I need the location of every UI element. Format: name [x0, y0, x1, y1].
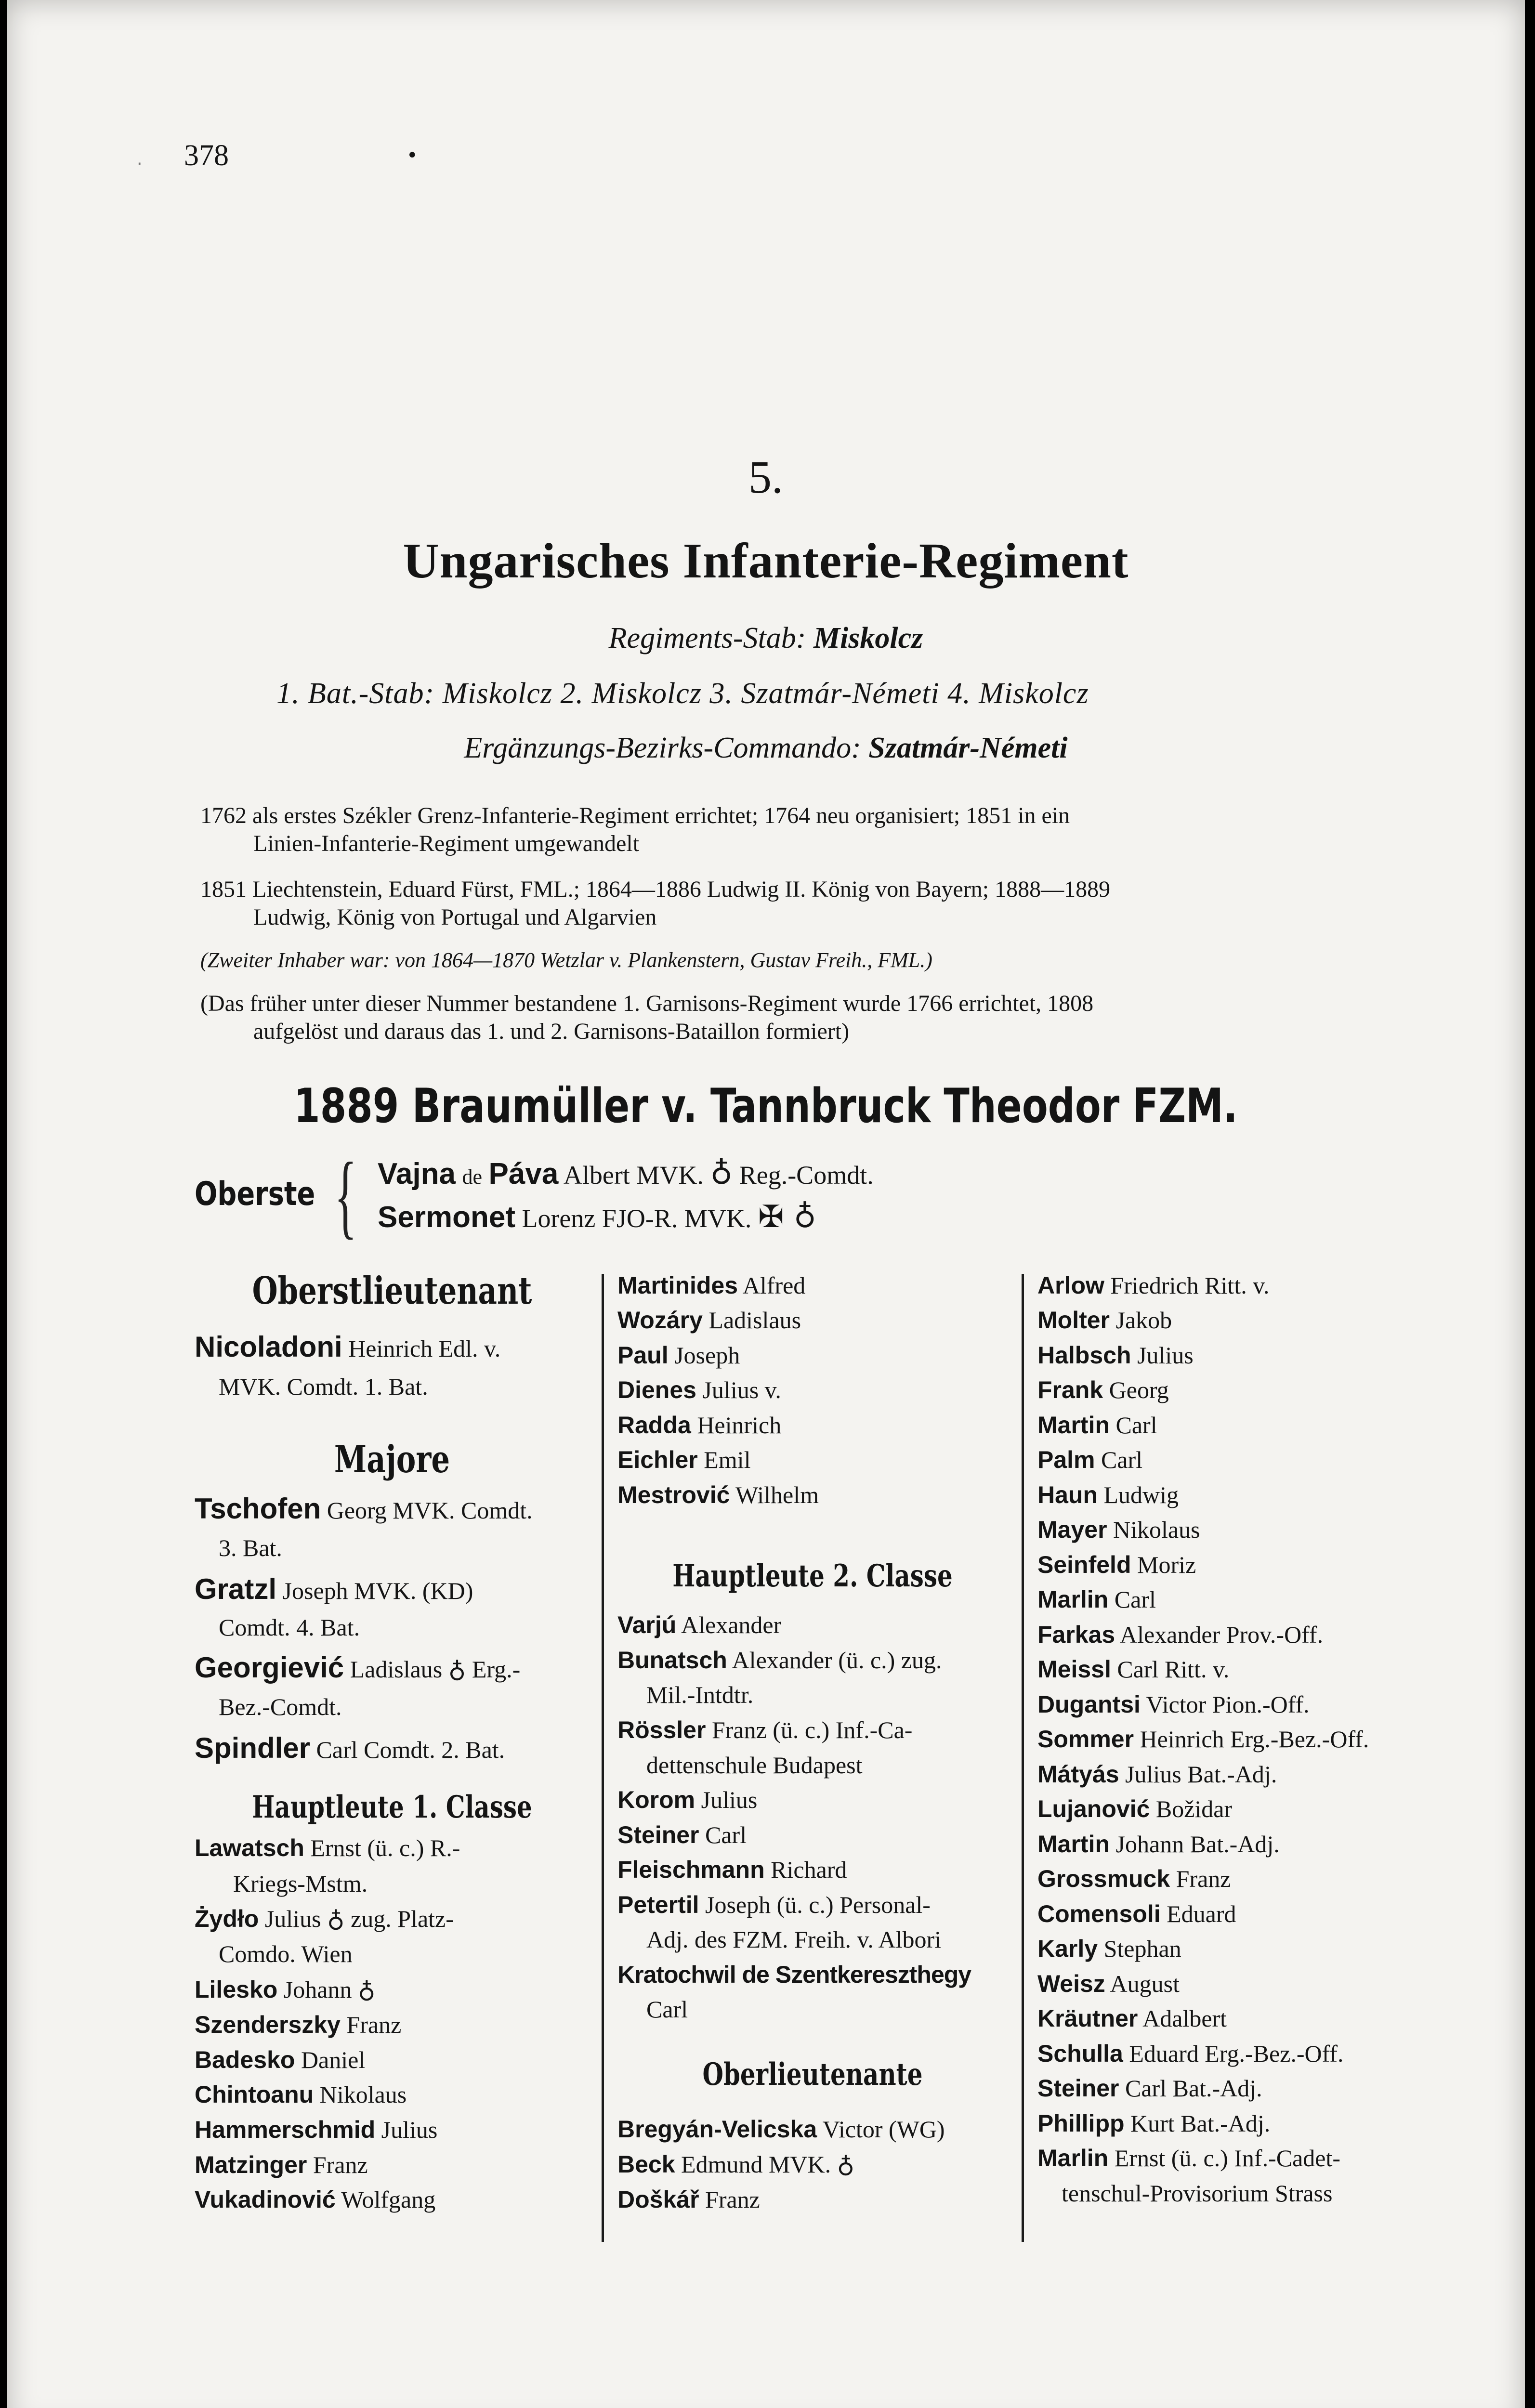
- officer-surname: Dienes: [617, 1376, 696, 1403]
- officer-entry: [1037, 2074, 1262, 2102]
- officer-entry: [1037, 1551, 1196, 1579]
- oberstlieutenant-heading: Oberstlieutenant: [252, 1269, 532, 1313]
- officer-details: Ernst (ü. c.) R.-: [310, 1834, 460, 1861]
- officer-entry: [617, 1961, 971, 1989]
- history-paragraph: [200, 802, 1070, 858]
- column-rule: [602, 1274, 604, 2242]
- officer-details: Carl: [1115, 1412, 1157, 1439]
- officer-surname: Radda: [617, 1412, 691, 1439]
- officer-details: Emil: [704, 1446, 751, 1473]
- officer-surname: Fleischmann: [617, 1856, 765, 1883]
- speck-mark: •: [407, 144, 418, 167]
- officer-details: Božidar: [1155, 1795, 1233, 1822]
- officer-entry: [1037, 1935, 1181, 1963]
- officer-entry-cont: Adj. des FZM. Freih. v. Albori: [646, 1926, 942, 1953]
- officer-surname: Lawatsch: [195, 1834, 304, 1861]
- officer-surname: Phillipp: [1037, 2110, 1125, 2137]
- officer-surname: Karly: [1037, 1935, 1098, 1962]
- officer-surname: Lilesko: [195, 1976, 278, 2003]
- officer-surname: Martinides: [617, 1272, 738, 1299]
- officer-surname: Martin: [1037, 1412, 1110, 1439]
- officer-details: Moriz: [1137, 1551, 1196, 1578]
- history-line: (Zweiter Inhaber war: von 1864—1870 Wetzlar v. Plankenstern, Gustav Freih., FML.): [200, 948, 932, 972]
- officer-entry: [617, 1376, 781, 1404]
- history-line: 1762 als erstes Székler Grenz-Infanterie-Regiment errichtet; 1764 neu organisiert; 1851 in ein: [200, 803, 1070, 828]
- officer-entry: [1037, 2040, 1344, 2068]
- officer-details: Nikolaus: [319, 2081, 407, 2108]
- officer-surname: Nicoladoni: [195, 1331, 342, 1363]
- officer-surname: Hammerschmid: [195, 2116, 376, 2143]
- officer-details: Franz: [705, 2186, 760, 2213]
- officer-details: Franz: [346, 2011, 402, 2038]
- staff-label: Regiments-Stab:: [608, 622, 806, 654]
- officer-entry: [195, 2011, 401, 2039]
- officer-entry: [195, 2046, 365, 2074]
- officer-entry: [1037, 1621, 1323, 1649]
- officer-entry: [617, 2186, 760, 2213]
- officer-details: Heinrich Erg.-Bez.-Off.: [1140, 1726, 1369, 1753]
- officer-entry: [617, 1821, 747, 1849]
- officer-surname: Marlin: [1037, 1586, 1109, 1613]
- officer-details: Carl Comdt. 2. Bat.: [316, 1736, 505, 1763]
- oberst-row: [378, 1199, 816, 1235]
- officer-details: Nikolaus: [1113, 1516, 1200, 1543]
- officer-details: Friedrich Ritt. v.: [1110, 1272, 1270, 1299]
- officer-details: Franz: [313, 2151, 368, 2178]
- officer-entry: [195, 1905, 454, 1933]
- officer-surname: Martin: [1037, 1831, 1110, 1858]
- officer-details: Heinrich Edl. v.: [348, 1335, 501, 1362]
- officer-entry-cont: MVK. Comdt. 1. Bat.: [219, 1373, 428, 1400]
- column-rule: [1022, 1274, 1024, 2242]
- officer-surname: Kräutner: [1037, 2005, 1138, 2032]
- hauptleute-2-heading: Hauptleute 2. Classe: [672, 1558, 953, 1594]
- officer-surname: Kratochwil de Szentkereszthegy: [617, 1961, 971, 1988]
- officer-entry: [195, 1834, 460, 1862]
- officer-entry: [1037, 1830, 1280, 1858]
- officer-entry: [1037, 1900, 1236, 1928]
- officer-details: Wilhelm: [735, 1481, 819, 1508]
- officer-surname: Molter: [1037, 1307, 1110, 1334]
- officer-details: Johann ♁: [283, 1976, 376, 2003]
- regiment-staff: [7, 621, 1525, 655]
- oberst-row: [378, 1156, 874, 1191]
- officer-details: Eduard Erg.-Bez.-Off.: [1129, 2040, 1344, 2067]
- officer-details: Carl: [1114, 1586, 1156, 1613]
- officer-surname: Steiner: [1037, 2075, 1119, 2102]
- officer-entry: [617, 1611, 781, 1639]
- officer-entry: [617, 2150, 854, 2178]
- oberst-particle: de: [462, 1165, 483, 1189]
- officer-details: Heinrich: [697, 1412, 782, 1439]
- officer-details: Joseph MVK. (KD): [282, 1577, 473, 1604]
- officer-details: Adalbert: [1142, 2005, 1227, 2032]
- officer-surname: Georgiević: [195, 1651, 344, 1684]
- officer-entry: [617, 1786, 757, 1814]
- majore-heading: Majore: [334, 1438, 450, 1481]
- officer-entry: [1037, 1655, 1229, 1683]
- officer-details: Joseph: [674, 1342, 740, 1369]
- garrison-note: [200, 990, 1093, 1046]
- officer-surname: Beck: [617, 2151, 675, 2178]
- officer-surname: Sommer: [1037, 1726, 1134, 1753]
- officer-surname: Gratzl: [195, 1573, 277, 1605]
- officer-entry-cont: Kriegs-Mstm.: [233, 1870, 368, 1897]
- oberlieutenante-heading: Oberlieutenante: [702, 2056, 923, 2093]
- officer-surname: Żydło: [195, 1905, 259, 1932]
- officer-entry: [1037, 1481, 1179, 1509]
- officer-entry: [1037, 1341, 1194, 1369]
- officer-entry: [195, 1492, 533, 1525]
- officer-entry: [617, 1716, 912, 1744]
- officer-surname: Mayer: [1037, 1516, 1107, 1543]
- officer-entry: [195, 1572, 473, 1606]
- officer-details: Ludwig: [1103, 1481, 1179, 1508]
- officer-surname: Paul: [617, 1342, 669, 1369]
- officer-details: Victor (WG): [822, 2116, 945, 2143]
- officer-details: Ladislaus ♁ Erg.-: [350, 1656, 521, 1683]
- officer-entry: [195, 1330, 500, 1363]
- officer-entry: [1037, 1271, 1269, 1299]
- officer-surname: Wozáry: [617, 1307, 703, 1334]
- officer-details: Julius ♁ zug. Platz-: [264, 1905, 454, 1932]
- officer-details: Ernst (ü. c.) Inf.-Cadet-: [1114, 2145, 1341, 2172]
- officer-entry: [195, 2186, 435, 2213]
- officer-details: Carl: [1101, 1446, 1143, 1473]
- officer-details: Ladislaus: [708, 1307, 801, 1334]
- officer-details: Julius: [381, 2116, 438, 2143]
- officer-details: Alexander: [681, 1611, 782, 1638]
- officer-surname: Halbsch: [1037, 1342, 1131, 1369]
- officer-surname: Schulla: [1037, 2040, 1123, 2067]
- officer-details: Stephan: [1103, 1935, 1181, 1962]
- oberst-role: Reg.-Comdt.: [739, 1161, 874, 1190]
- officer-entry-cont: Comdt. 4. Bat.: [219, 1614, 360, 1641]
- officer-surname: Mestrović: [617, 1481, 730, 1508]
- officer-surname: Grossmuck: [1037, 1865, 1170, 1892]
- officer-details: Eduard: [1167, 1900, 1236, 1927]
- recruiting-command: [7, 731, 1525, 765]
- officer-entry: [617, 1306, 801, 1334]
- officer-details: Jakob: [1115, 1307, 1172, 1334]
- officer-surname: Bunatsch: [617, 1647, 727, 1674]
- officer-surname: Matzinger: [195, 2151, 307, 2178]
- officer-surname: Doškář: [617, 2186, 699, 2213]
- officer-entry: [195, 2151, 368, 2179]
- officer-surname: Eichler: [617, 1446, 698, 1473]
- staff-location: Miskolcz: [813, 622, 923, 654]
- brace: {: [334, 1143, 357, 1248]
- officer-entry: [1037, 1760, 1277, 1788]
- officer-details: Daniel: [301, 2046, 366, 2073]
- officer-entry: [617, 1891, 931, 1919]
- officer-details: Alexander (ü. c.) zug.: [732, 1647, 942, 1674]
- book-page: [7, 0, 1525, 2408]
- owners-paragraph: [200, 876, 1110, 931]
- officer-details: Alexander Prov.-Off.: [1119, 1621, 1324, 1648]
- officer-surname: Weisz: [1037, 1970, 1105, 1997]
- officer-details: Carl Bat.-Adj.: [1125, 2075, 1262, 2102]
- officer-details: Wolfgang: [341, 2186, 436, 2213]
- officer-entry: [1037, 1865, 1231, 1893]
- officer-details: Carl: [705, 1821, 747, 1848]
- officer-entry: [1037, 1376, 1169, 1404]
- officer-entry-cont: Comdo. Wien: [219, 1940, 353, 1967]
- officer-details: Julius: [1137, 1342, 1194, 1369]
- officer-entry: [1037, 1970, 1180, 1998]
- officer-details: Kurt Bat.-Adj.: [1130, 2110, 1271, 2137]
- officer-surname: Rössler: [617, 1716, 706, 1743]
- section-number: 5.: [748, 451, 783, 503]
- officer-entry: [617, 1481, 819, 1509]
- officer-entry: [1037, 1446, 1142, 1474]
- officer-surname: Lujanović: [1037, 1795, 1150, 1822]
- officer-surname: Varjú: [617, 1611, 677, 1638]
- officer-details: Victor Pion.-Off.: [1146, 1691, 1310, 1718]
- order-decoration-icon: ♁: [710, 1156, 733, 1191]
- officer-entry: [195, 1976, 376, 2003]
- officer-details: Carl Ritt. v.: [1117, 1656, 1230, 1683]
- oberste-label: Oberste: [195, 1175, 315, 1213]
- officer-surname: Steiner: [617, 1821, 699, 1848]
- current-owner: 1889 Braumüller v. Tannbruck Theodor FZM.: [294, 1079, 1238, 1134]
- hauptleute-1-heading: Hauptleute 1. Classe: [252, 1789, 532, 1825]
- officer-details: Edmund MVK. ♁: [681, 2151, 855, 2178]
- officer-surname: Palm: [1037, 1446, 1095, 1473]
- officer-entry: [617, 2115, 945, 2143]
- page-number: 378: [184, 139, 229, 172]
- officer-entry: [1037, 1795, 1232, 1823]
- officer-details: Julius: [701, 1786, 758, 1813]
- oberst-surname: Sermonet: [378, 1201, 515, 1234]
- officer-surname: Frank: [1037, 1376, 1103, 1403]
- officer-surname: Petertil: [617, 1891, 699, 1918]
- officer-details: Julius Bat.-Adj.: [1125, 1761, 1277, 1788]
- officer-entry: [195, 2081, 407, 2108]
- officer-entry: [617, 1341, 740, 1369]
- officer-entry-cont: Bez.-Comdt.: [219, 1693, 342, 1720]
- officer-entry: [617, 1411, 781, 1439]
- officer-entry-cont: Mil.-Intdtr.: [646, 1681, 754, 1708]
- history-line: aufgelöst und daraus das 1. und 2. Garnisons-Bataillon formiert): [253, 1019, 850, 1044]
- officer-surname: Arlow: [1037, 1272, 1104, 1299]
- officer-entry: [617, 1646, 942, 1674]
- officer-details: Georg: [1109, 1376, 1169, 1403]
- officer-surname: Marlin: [1037, 2145, 1109, 2172]
- recruiting-location: Szatmár-Németi: [868, 732, 1068, 764]
- officer-details: Georg MVK. Comdt.: [327, 1497, 533, 1524]
- oberst-details: Lorenz FJO-R. MVK.: [522, 1204, 752, 1233]
- second-owner-note: [200, 946, 932, 974]
- officer-details: Julius v.: [702, 1376, 781, 1403]
- officer-entry: [617, 1446, 750, 1474]
- oberst-surname: Vajna: [378, 1157, 456, 1191]
- officer-entry: [1037, 1411, 1157, 1439]
- officer-details: Alfred: [742, 1272, 806, 1299]
- history-line: Linien-Infanterie-Regiment umgewandelt: [253, 831, 640, 856]
- officer-surname: Vukadinović: [195, 2186, 336, 2213]
- officer-surname: Bregyán-Velicska: [617, 2116, 817, 2143]
- officer-surname: Farkas: [1037, 1621, 1115, 1648]
- officer-entry: [195, 1651, 520, 1684]
- officer-entry: [1037, 1725, 1369, 1753]
- officer-entry-cont: dettenschule Budapest: [646, 1752, 863, 1779]
- officer-surname: Meissl: [1037, 1656, 1111, 1683]
- officer-details: Franz: [1176, 1865, 1231, 1892]
- officer-details: Johann Bat.-Adj.: [1115, 1831, 1280, 1858]
- officer-entry-cont: 3. Bat.: [219, 1534, 282, 1561]
- battalion-staffs: 1. Bat.-Stab: Miskolcz 2. Miskolcz 3. Szatmár-Németi 4. Miskolcz: [276, 677, 1089, 710]
- officer-details: Franz (ü. c.) Inf.-Ca-: [711, 1716, 913, 1743]
- officer-details: Joseph (ü. c.) Personal-: [705, 1891, 931, 1918]
- officer-entry: [617, 1271, 805, 1299]
- oberst-surname-2: Páva: [488, 1157, 559, 1191]
- history-line: (Das früher unter dieser Nummer bestandene 1. Garnisons-Regiment wurde 1766 errichtet, 1808: [200, 991, 1094, 1016]
- officer-entry: [1037, 2144, 1340, 2172]
- officer-entry: [195, 1731, 505, 1765]
- officer-surname: Chintoanu: [195, 2081, 314, 2108]
- officer-surname: Tschofen: [195, 1492, 321, 1525]
- officer-surname: Dugantsi: [1037, 1691, 1141, 1718]
- officer-entry: [1037, 2109, 1270, 2137]
- officer-surname: Comensoli: [1037, 1900, 1161, 1927]
- officer-entry: [1037, 1690, 1310, 1718]
- officer-entry: [1037, 1516, 1200, 1544]
- officer-surname: Haun: [1037, 1481, 1098, 1508]
- officer-surname: Korom: [617, 1786, 695, 1813]
- recruiting-label: Ergänzungs-Bezirks-Commando:: [464, 732, 861, 764]
- regiment-title: Ungarisches Infanterie-Regiment: [403, 533, 1129, 589]
- officer-surname: Badesko: [195, 2046, 295, 2073]
- officer-details: August: [1110, 1970, 1180, 1997]
- officer-entry: [1037, 2004, 1227, 2032]
- history-line: Ludwig, König von Portugal und Algarvien: [253, 904, 657, 930]
- officer-entry: [617, 1856, 847, 1884]
- order-decoration-icon: ✠ ♁: [758, 1199, 816, 1235]
- officer-entry: [1037, 1306, 1172, 1334]
- officer-details: Richard: [771, 1856, 847, 1883]
- history-line: 1851 Liechtenstein, Eduard Fürst, FML.; 1864—1886 Ludwig II. König von Bayern; 1888—1889: [200, 877, 1111, 902]
- officer-surname: Szenderszky: [195, 2011, 341, 2038]
- officer-surname: Seinfeld: [1037, 1551, 1131, 1578]
- oberst-details: Albert MVK.: [563, 1161, 704, 1190]
- officer-entry-cont: Carl: [646, 1996, 688, 2023]
- officer-entry-cont: tenschul-Provisorium Strass: [1062, 2180, 1333, 2207]
- officer-entry: [1037, 1585, 1156, 1613]
- officer-surname: Mátyás: [1037, 1761, 1119, 1788]
- officer-surname: Spindler: [195, 1732, 311, 1764]
- speck-mark: ·: [137, 154, 143, 174]
- officer-entry: [195, 2116, 437, 2144]
